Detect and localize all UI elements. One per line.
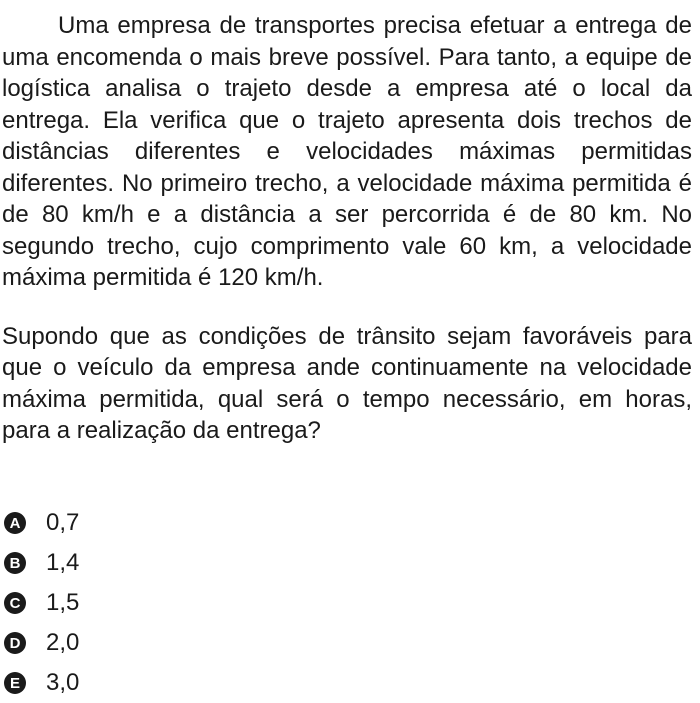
answer-options [4,503,79,703]
answer-option-c[interactable] [4,583,79,623]
answer-option-b[interactable] [4,543,79,583]
question-paragraph-prompt: Supondo que as condições de trânsito sejam favoráveis para que o veículo da empresa ande continuamente na velocidade máxima permitida, qual será o tempo necessário, em horas, para a realização da entrega? [2,322,692,444]
answer-option-a[interactable] [4,503,79,543]
answer-option-d[interactable] [4,623,79,663]
option-text: 1,4 [46,549,80,576]
option-text: 2,0 [46,629,80,656]
question-paragraph-context: Uma empresa de transportes precisa efetuar a entrega de uma encomenda o mais breve possível. Para tanto, a equipe de logística analisa o trajeto desde a empresa até o local da entrega. Ela verifica que o trajeto apresenta dois trechos de distâncias diferentes e velocidades máximas permitidas diferentes. No primeiro trecho, a velocidade máxima permitida é de 80 km/h e a distância a ser percorrida é de 80 km. No segundo trecho, cujo comprimento vale 60 km, a velocidade máxima permitida é 120 km/h. [2,12,692,291]
option-text: 0,7 [46,509,80,536]
option-letter-badge: E [4,672,26,694]
option-letter-badge: D [4,632,26,654]
option-text: 3,0 [46,669,80,696]
answer-option-e[interactable] [4,663,79,703]
option-letter-badge: A [4,512,26,534]
option-text: 1,5 [46,589,80,616]
option-letter-badge: B [4,552,26,574]
option-letter-badge: C [4,592,26,614]
